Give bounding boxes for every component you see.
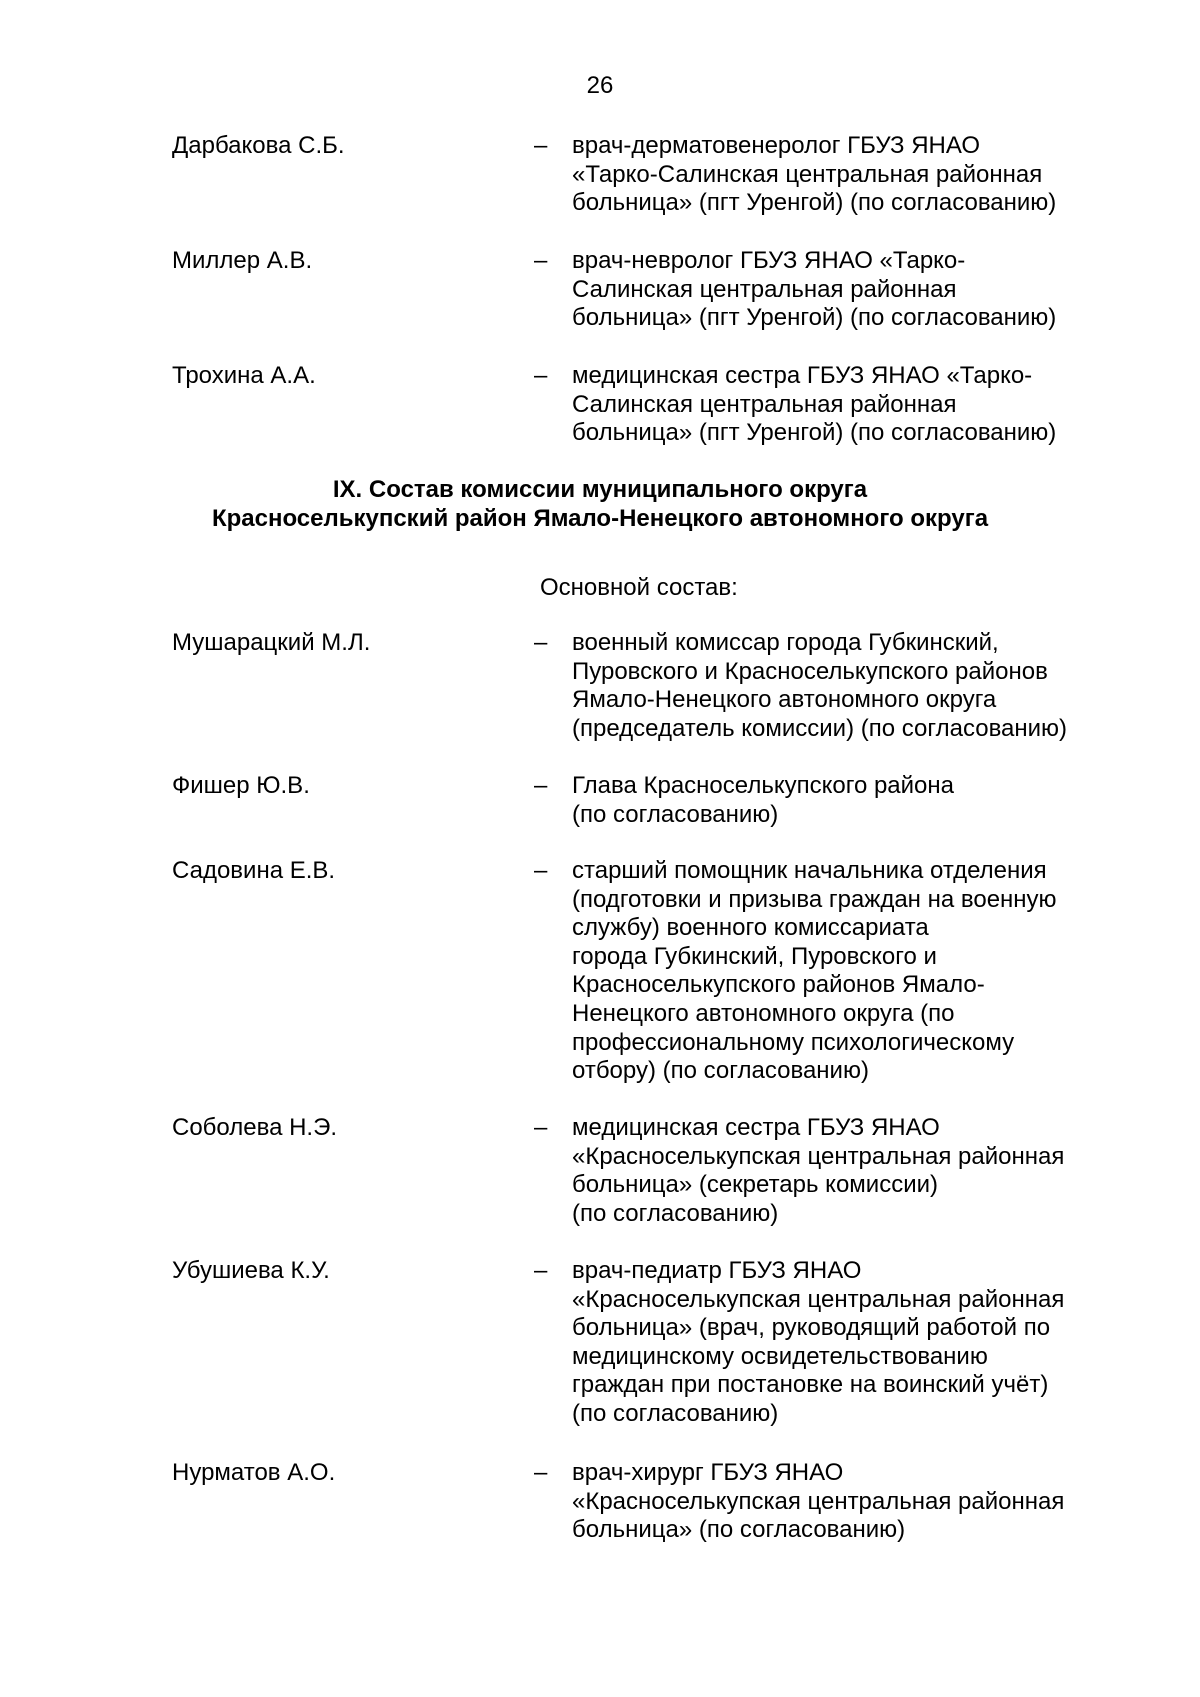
member-name: Миллер А.В. bbox=[172, 247, 313, 274]
member-entry bbox=[0, 772, 1200, 829]
member-dash: – bbox=[534, 772, 548, 799]
member-role: медицинская сестра ГБУЗ ЯНАО «Красноселькупская центральная районная больница» (секретарь комиссии) (по согласованию) bbox=[572, 1114, 1065, 1227]
member-name: Фишер Ю.В. bbox=[172, 772, 310, 799]
member-entry bbox=[0, 1257, 1200, 1429]
member-name: Нурматов А.О. bbox=[172, 1459, 336, 1486]
member-entry bbox=[0, 362, 1200, 448]
member-entry bbox=[0, 629, 1200, 743]
member-dash: – bbox=[534, 857, 548, 884]
member-name: Дарбакова С.Б. bbox=[172, 132, 345, 159]
member-dash: – bbox=[534, 362, 548, 389]
section-title: IX. Состав комиссии муниципального округа Красноселькупский район Ямало-Ненецкого автономного округа bbox=[211, 476, 989, 532]
member-role: врач-невролог ГБУЗ ЯНАО «Тарко- Салинская центральная районная больница» (пгт Уренгой) (по согласованию) bbox=[572, 247, 1057, 332]
page-number: 26 bbox=[586, 72, 614, 99]
member-role: Глава Красноселькупского района (по согласованию) bbox=[572, 772, 955, 828]
member-role: врач-хирург ГБУЗ ЯНАО «Красноселькупская центральная районная больница» (по согласованию) bbox=[572, 1459, 1065, 1544]
member-name: Убушиева К.У. bbox=[172, 1257, 330, 1284]
member-dash: – bbox=[534, 1459, 548, 1486]
member-dash: – bbox=[534, 1257, 548, 1284]
member-role: медицинская сестра ГБУЗ ЯНАО «Тарко- Салинская центральная районная больница» (пгт Уренгой) (по согласованию) bbox=[572, 362, 1057, 447]
member-name: Соболева Н.Э. bbox=[172, 1114, 338, 1141]
member-name: Трохина А.А. bbox=[172, 362, 316, 389]
member-name: Садовина Е.В. bbox=[172, 857, 336, 884]
member-dash: – bbox=[534, 629, 548, 656]
member-role: военный комиссар города Губкинский, Пуровского и Красноселькупского районов Ямало-Ненецкого автономного округа (председатель комиссии) (по согласованию) bbox=[572, 629, 1068, 742]
member-role: старший помощник начальника отделения (подготовки и призыва граждан на военную службу) военного комиссариата города Губкинский, Пуровского и Красноселькупского районов Ямало- Ненецкого автономного округа (по профессиональному психологическому отбору) (по согласованию) bbox=[572, 857, 1057, 1085]
member-entry bbox=[0, 1114, 1200, 1228]
member-entry bbox=[0, 857, 1200, 1086]
section-subtitle: Основной состав: bbox=[540, 574, 738, 601]
member-dash: – bbox=[534, 247, 548, 274]
member-entry bbox=[0, 247, 1200, 333]
member-role: врач-дерматовенеролог ГБУЗ ЯНАО «Тарко-Салинская центральная районная больница» (пгт Уренгой) (по согласованию) bbox=[572, 132, 1057, 217]
member-name: Мушарацкий М.Л. bbox=[172, 629, 371, 656]
member-entry bbox=[0, 132, 1200, 218]
member-dash: – bbox=[534, 1114, 548, 1141]
member-dash: – bbox=[534, 132, 548, 159]
member-role: врач-педиатр ГБУЗ ЯНАО «Красноселькупская центральная районная больница» (врач, руководящий работой по медицинскому освидетельствованию граждан при постановке на воинский учёт) (по согласованию) bbox=[572, 1257, 1065, 1427]
member-entry bbox=[0, 1459, 1200, 1545]
